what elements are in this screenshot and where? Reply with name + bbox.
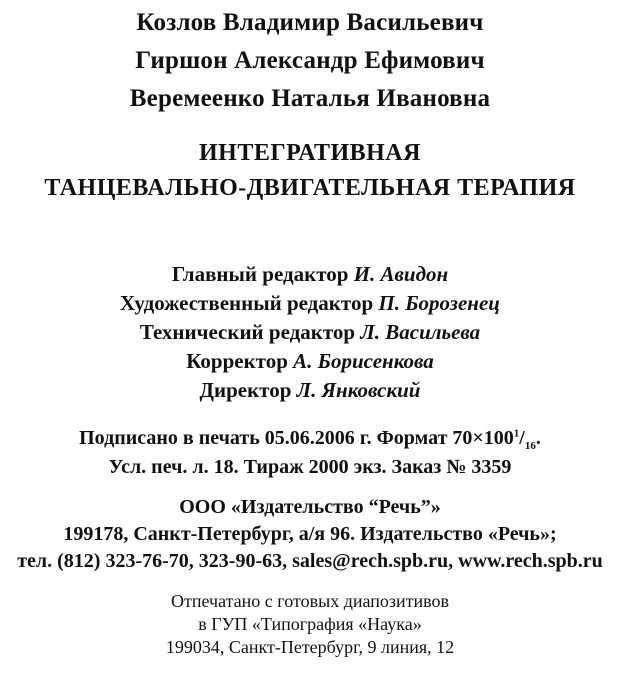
printing-house-address: 199034, Санкт-Петербург, 9 линия, 12 — [165, 637, 455, 657]
publisher-contacts: тел. (812) 323-76-70, 323-90-63, sales@rech.spb.ru, www.rech.spb.ru — [17, 550, 603, 572]
book-title-line-2: ТАНЦЕВАЛЬНО-ДВИГАТЕЛЬНАЯ ТЕРАПИЯ — [44, 175, 576, 201]
format-denominator: 16 — [524, 440, 536, 452]
staff-role: Технический редактор — [139, 320, 356, 344]
staff-name: И. Авидон — [353, 262, 449, 286]
printing-house-name: в ГУП «Типография «Наука» — [198, 614, 422, 634]
book-title-line-1: ИНТЕГРАТИВНАЯ — [199, 140, 421, 166]
staff-line-tech-editor — [0, 322, 620, 343]
author-3: Веремеенко Наталья Ивановна — [129, 85, 491, 112]
publisher-name: ООО «Издательство “Речь”» — [179, 496, 441, 518]
format-numerator: 1 — [513, 427, 520, 440]
staff-line-art-editor — [0, 293, 620, 314]
author-2: Гиршон Александр Ефимович — [135, 47, 485, 74]
staff-line-chief-editor — [0, 264, 620, 285]
print-info-line-2: Усл. печ. л. 18. Тираж 2000 экз. Заказ № 3359 — [108, 456, 512, 478]
staff-name: П. Борозенец — [378, 291, 500, 315]
format-suffix: . — [535, 427, 541, 449]
staff-role: Главный редактор — [171, 262, 349, 286]
print-info-line-1: Подписано в печать 05.06.2006 г. Формат $70\times 100^1/_{16}$. — [79, 427, 541, 452]
author-1: Козлов Владимир Васильевич — [136, 9, 484, 36]
staff-line-proofreader — [0, 351, 620, 372]
staff-name: А. Борисенкова — [293, 349, 434, 373]
staff-role: Корректор — [186, 349, 288, 373]
publisher-address: 199178, Санкт-Петербург, а/я 96. Издательство «Речь»; — [63, 523, 557, 545]
staff-line-director — [0, 380, 620, 401]
print-signed-format: Подписано в печать 05.06.2006 г. Формат 70×100 — [79, 427, 514, 449]
staff-name: Л. Васильева — [360, 320, 481, 344]
printing-note: Отпечатано с готовых диапозитивов — [170, 591, 450, 611]
staff-role: Директор — [199, 378, 292, 402]
staff-name: Л. Янковский — [296, 378, 421, 402]
staff-role: Художественный редактор — [120, 291, 374, 315]
